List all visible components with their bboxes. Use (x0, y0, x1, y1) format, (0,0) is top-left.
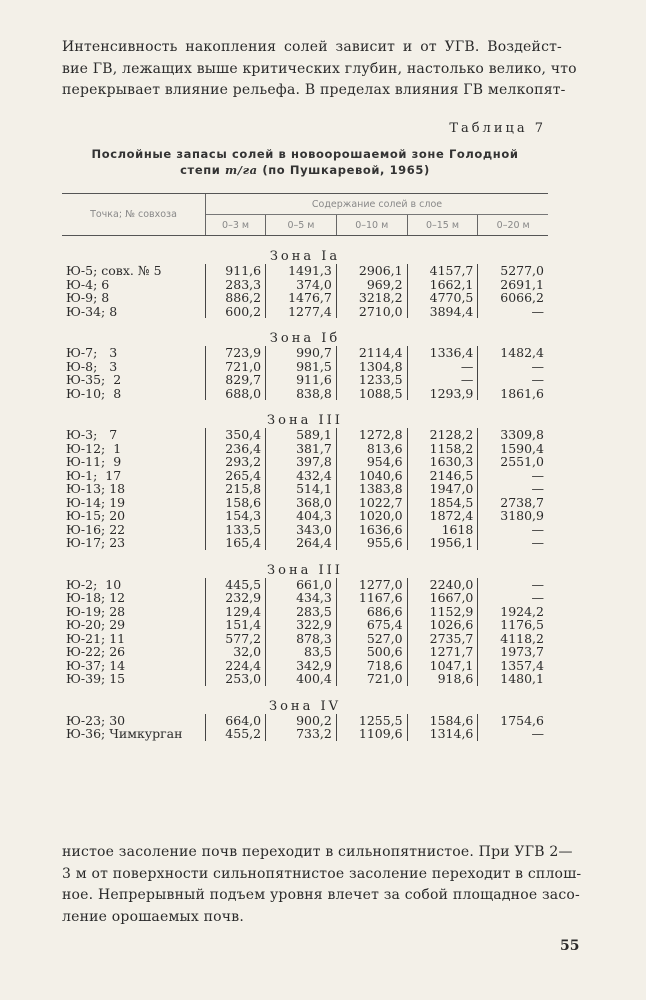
header-col: 0–5 м (266, 215, 337, 236)
top-paragraph (62, 37, 577, 102)
table-row (62, 714, 548, 728)
value-cell: 1482,4 (478, 346, 548, 360)
value-cell: 2735,7 (407, 632, 478, 646)
value-cell: 1040,6 (336, 469, 407, 483)
title-text: (по Пушкаревой, 1965) (257, 163, 430, 177)
value-cell: 918,6 (407, 672, 478, 686)
value-cell: 3894,4 (407, 305, 478, 319)
value-cell: 264,4 (266, 536, 337, 550)
value-cell: 1026,6 (407, 618, 478, 632)
text-line: ное. Непрерывный подъем уровня влечет за собой площадное засо- (62, 887, 580, 903)
value-cell: 404,3 (266, 509, 337, 523)
value-cell: — (407, 373, 478, 387)
value-cell: 83,5 (266, 645, 337, 659)
value-cell: 675,4 (336, 618, 407, 632)
point-cell: Ю-11; 9 (66, 454, 122, 469)
value-cell: 3309,8 (478, 428, 548, 442)
header-point: Точка; № совхоза (62, 194, 206, 236)
value-cell: 723,9 (206, 346, 266, 360)
value-cell: 350,4 (206, 428, 266, 442)
point-cell: Ю-35; 2 (66, 372, 122, 387)
zone-heading-row (62, 550, 548, 578)
value-cell: 1861,6 (478, 387, 548, 401)
point-cell: Ю-4; 6 (66, 276, 110, 292)
table-row (62, 618, 548, 632)
point-cell: Ю-20; 29 (66, 617, 126, 632)
point-cell: Ю-14; 19 (66, 494, 126, 510)
value-cell: 342,9 (266, 659, 337, 673)
point-cell: Ю-13; 18 (66, 481, 126, 496)
table-title (60, 146, 550, 178)
value-cell: 900,2 (266, 714, 337, 728)
value-cell: — (478, 305, 548, 319)
value-cell: 1336,4 (407, 346, 478, 360)
zone-heading-row (62, 400, 548, 428)
value-cell: 154,3 (206, 509, 266, 523)
value-cell: 151,4 (206, 618, 266, 632)
value-cell: 1947,0 (407, 482, 478, 496)
value-cell: 514,1 (266, 482, 337, 496)
table-row (62, 373, 548, 387)
title-text: степи (180, 163, 226, 177)
value-cell: 3218,2 (336, 291, 407, 305)
value-cell: 1304,8 (336, 360, 407, 374)
table-row (62, 455, 548, 469)
table-row (62, 387, 548, 401)
value-cell: 829,7 (206, 373, 266, 387)
value-cell: 878,3 (266, 632, 337, 646)
table-row (62, 672, 548, 686)
header-col: 0–3 м (206, 215, 266, 236)
value-cell: — (478, 523, 548, 537)
table-row (62, 578, 548, 592)
table-row (62, 442, 548, 456)
value-cell: 1476,7 (266, 291, 337, 305)
table-row (62, 305, 548, 319)
point-cell: Ю-39; 15 (66, 671, 126, 686)
value-cell: 981,5 (266, 360, 337, 374)
value-cell: 400,4 (266, 672, 337, 686)
value-cell: 4770,5 (407, 291, 478, 305)
point-cell: Ю-19; 28 (66, 603, 126, 619)
value-cell: 721,0 (206, 360, 266, 374)
point-cell: Ю-7; 3 (66, 345, 118, 360)
value-cell: 686,6 (336, 605, 407, 619)
point-cell: Ю-12; 1 (66, 440, 122, 456)
value-cell: 1872,4 (407, 509, 478, 523)
value-cell: 445,5 (206, 578, 266, 592)
value-cell: — (478, 469, 548, 483)
zone-heading-row (62, 318, 548, 346)
point-cell: Ю-3; 7 (66, 427, 118, 442)
value-cell: 1636,6 (336, 523, 407, 537)
table-row (62, 291, 548, 305)
value-cell: 343,0 (266, 523, 337, 537)
table-body (62, 236, 548, 741)
value-cell: — (407, 360, 478, 374)
value-cell: 432,4 (266, 469, 337, 483)
value-cell: 1271,7 (407, 645, 478, 659)
table-row (62, 591, 548, 605)
value-cell: 283,3 (206, 278, 266, 292)
value-cell: 589,1 (266, 428, 337, 442)
point-cell: Ю-1; 17 (66, 467, 122, 483)
point-cell: Ю-15; 20 (66, 508, 126, 523)
table-row (62, 659, 548, 673)
table-row (62, 428, 548, 442)
value-cell: 133,5 (206, 523, 266, 537)
value-cell: 886,2 (206, 291, 266, 305)
value-cell: — (478, 373, 548, 387)
value-cell: 1022,7 (336, 496, 407, 510)
point-cell: Ю-36; Чимкурган (66, 726, 183, 741)
value-cell: 688,0 (206, 387, 266, 401)
value-cell: — (478, 536, 548, 550)
table-row (62, 632, 548, 646)
value-cell: 969,2 (336, 278, 407, 292)
table-row (62, 360, 548, 374)
value-cell: — (478, 578, 548, 592)
header-col: 0–15 м (407, 215, 478, 236)
value-cell: 954,6 (336, 455, 407, 469)
value-cell: 718,6 (336, 659, 407, 673)
value-cell: 434,3 (266, 591, 337, 605)
value-cell: 1854,5 (407, 496, 478, 510)
point-cell: Ю-18; 12 (66, 590, 126, 605)
value-cell: 577,2 (206, 632, 266, 646)
value-cell: 32,0 (206, 645, 266, 659)
value-cell: 1314,6 (407, 727, 478, 741)
value-cell: 527,0 (336, 632, 407, 646)
text-line: вие ГВ, лежащих выше критических глубин, настолько велико, что (62, 60, 577, 77)
point-cell: Ю-22; 26 (66, 644, 126, 659)
value-cell: 2146,5 (407, 469, 478, 483)
page-number: 55 (560, 938, 580, 954)
value-cell: 253,0 (206, 672, 266, 686)
value-cell: 1480,1 (478, 672, 548, 686)
value-cell: 838,8 (266, 387, 337, 401)
value-cell: 1662,1 (407, 278, 478, 292)
value-cell: 664,0 (206, 714, 266, 728)
value-cell: 500,6 (336, 645, 407, 659)
value-cell: 1383,8 (336, 482, 407, 496)
value-cell: 215,8 (206, 482, 266, 496)
point-cell: Ю-34; 8 (66, 303, 118, 319)
value-cell: 2710,0 (336, 305, 407, 319)
value-cell: 1924,2 (478, 605, 548, 619)
value-cell: 1088,5 (336, 387, 407, 401)
value-cell: 813,6 (336, 442, 407, 456)
value-cell: 1584,6 (407, 714, 478, 728)
table-row (62, 605, 548, 619)
point-cell: Ю-9; 8 (66, 290, 110, 305)
value-cell: 1277,4 (266, 305, 337, 319)
value-cell: 381,7 (266, 442, 337, 456)
value-cell: 236,4 (206, 442, 266, 456)
value-cell: — (478, 360, 548, 374)
point-cell: Ю-21; 11 (66, 630, 126, 646)
value-cell: 1109,6 (336, 727, 407, 741)
header-col: 0–10 м (336, 215, 407, 236)
salt-reserves-table (62, 193, 548, 741)
value-cell: 911,6 (206, 264, 266, 278)
table-row (62, 346, 548, 360)
zone-heading: Зона Iб (269, 331, 341, 346)
value-cell: 293,2 (206, 455, 266, 469)
title-unit: т/га (225, 163, 258, 177)
value-cell: 4157,7 (407, 264, 478, 278)
value-cell: 721,0 (336, 672, 407, 686)
value-cell: 1167,6 (336, 591, 407, 605)
table-row (62, 523, 548, 537)
table-title-line (60, 162, 550, 178)
value-cell: 955,6 (336, 536, 407, 550)
point-cell: Ю-16; 22 (66, 521, 126, 537)
value-cell: 2738,7 (478, 496, 548, 510)
value-cell: 2128,2 (407, 428, 478, 442)
value-cell: 1176,5 (478, 618, 548, 632)
value-cell: 224,4 (206, 659, 266, 673)
value-cell: 1754,6 (478, 714, 548, 728)
point-cell: Ю-2; 10 (66, 576, 122, 592)
value-cell: 368,0 (266, 496, 337, 510)
value-cell: 3180,9 (478, 509, 548, 523)
value-cell: 733,2 (266, 727, 337, 741)
value-cell: 1293,9 (407, 387, 478, 401)
table-row (62, 496, 548, 510)
table-row (62, 278, 548, 292)
value-cell: 1020,0 (336, 509, 407, 523)
table-row (62, 264, 548, 278)
zone-heading: Зона Iа (269, 249, 341, 264)
point-cell: Ю-17; 23 (66, 535, 126, 550)
value-cell: 374,0 (266, 278, 337, 292)
value-cell: 1047,1 (407, 659, 478, 673)
value-cell: 322,9 (266, 618, 337, 632)
value-cell: 455,2 (206, 727, 266, 741)
table-row (62, 536, 548, 550)
zone-heading-row (62, 236, 548, 265)
text-line: ление орошаемых почв. (62, 908, 244, 925)
value-cell: 1618 (407, 523, 478, 537)
zone-heading: Зона IV (269, 698, 341, 714)
value-cell: 5277,0 (478, 264, 548, 278)
table-row (62, 645, 548, 659)
header-group: Содержание солей в слое (206, 194, 549, 215)
point-cell: Ю-5; совх. № 5 (66, 263, 162, 278)
table-row (62, 469, 548, 483)
value-cell: 1158,2 (407, 442, 478, 456)
table-number: Таблица 7 (449, 121, 546, 136)
text-line: нистое засоление почв переходит в сильнопятнистое. При УГВ 2— (62, 844, 573, 860)
value-cell: 1973,7 (478, 645, 548, 659)
value-cell: 158,6 (206, 496, 266, 510)
value-cell: 232,9 (206, 591, 266, 605)
value-cell: 1272,8 (336, 428, 407, 442)
text-line: Интенсивность накопления солей зависит и от УГВ. Воздейст- (62, 39, 562, 55)
value-cell: 2114,4 (336, 346, 407, 360)
point-cell: Ю-10; 8 (66, 385, 122, 401)
text-line: перекрывает влияние рельефа. В пределах влияния ГВ мелкопят- (62, 82, 566, 98)
value-cell: 1667,0 (407, 591, 478, 605)
value-cell: 1956,1 (407, 536, 478, 550)
value-cell: 283,5 (266, 605, 337, 619)
value-cell: 397,8 (266, 455, 337, 469)
zone-heading: Зона III (267, 562, 343, 578)
value-cell: — (478, 482, 548, 496)
value-cell: 2691,1 (478, 278, 548, 292)
value-cell: 1277,0 (336, 578, 407, 592)
value-cell: 1590,4 (478, 442, 548, 456)
value-cell: 1255,5 (336, 714, 407, 728)
zone-heading-row (62, 686, 548, 714)
table-title-line: Послойные запасы солей в новоорошаемой зоне Голодной (91, 147, 519, 161)
value-cell: 1630,3 (407, 455, 478, 469)
value-cell: — (478, 727, 548, 741)
point-cell: Ю-37; 14 (66, 657, 126, 673)
value-cell: 2906,1 (336, 264, 407, 278)
value-cell: 1233,5 (336, 373, 407, 387)
value-cell: 2240,0 (407, 578, 478, 592)
value-cell: 600,2 (206, 305, 266, 319)
text-line: 3 м от поверхности сильнопятнистое засоление переходит в сплош- (62, 865, 582, 882)
value-cell: 661,0 (266, 578, 337, 592)
header-col: 0–20 м (478, 215, 548, 236)
zone-heading: Зона III (267, 413, 343, 428)
value-cell: 1491,3 (266, 264, 337, 278)
point-cell: Ю-8; 3 (66, 358, 118, 374)
value-cell: 1152,9 (407, 605, 478, 619)
value-cell: 990,7 (266, 346, 337, 360)
table-row (62, 509, 548, 523)
table-row (62, 727, 548, 741)
value-cell: 6066,2 (478, 291, 548, 305)
bottom-paragraph (62, 842, 582, 928)
value-cell: 129,4 (206, 605, 266, 619)
point-cell: Ю-23; 30 (66, 712, 126, 728)
value-cell: 1357,4 (478, 659, 548, 673)
value-cell: 911,6 (266, 373, 337, 387)
value-cell: 265,4 (206, 469, 266, 483)
value-cell: 165,4 (206, 536, 266, 550)
table-row (62, 482, 548, 496)
value-cell: — (478, 591, 548, 605)
value-cell: 4118,2 (478, 632, 548, 646)
value-cell: 2551,0 (478, 455, 548, 469)
